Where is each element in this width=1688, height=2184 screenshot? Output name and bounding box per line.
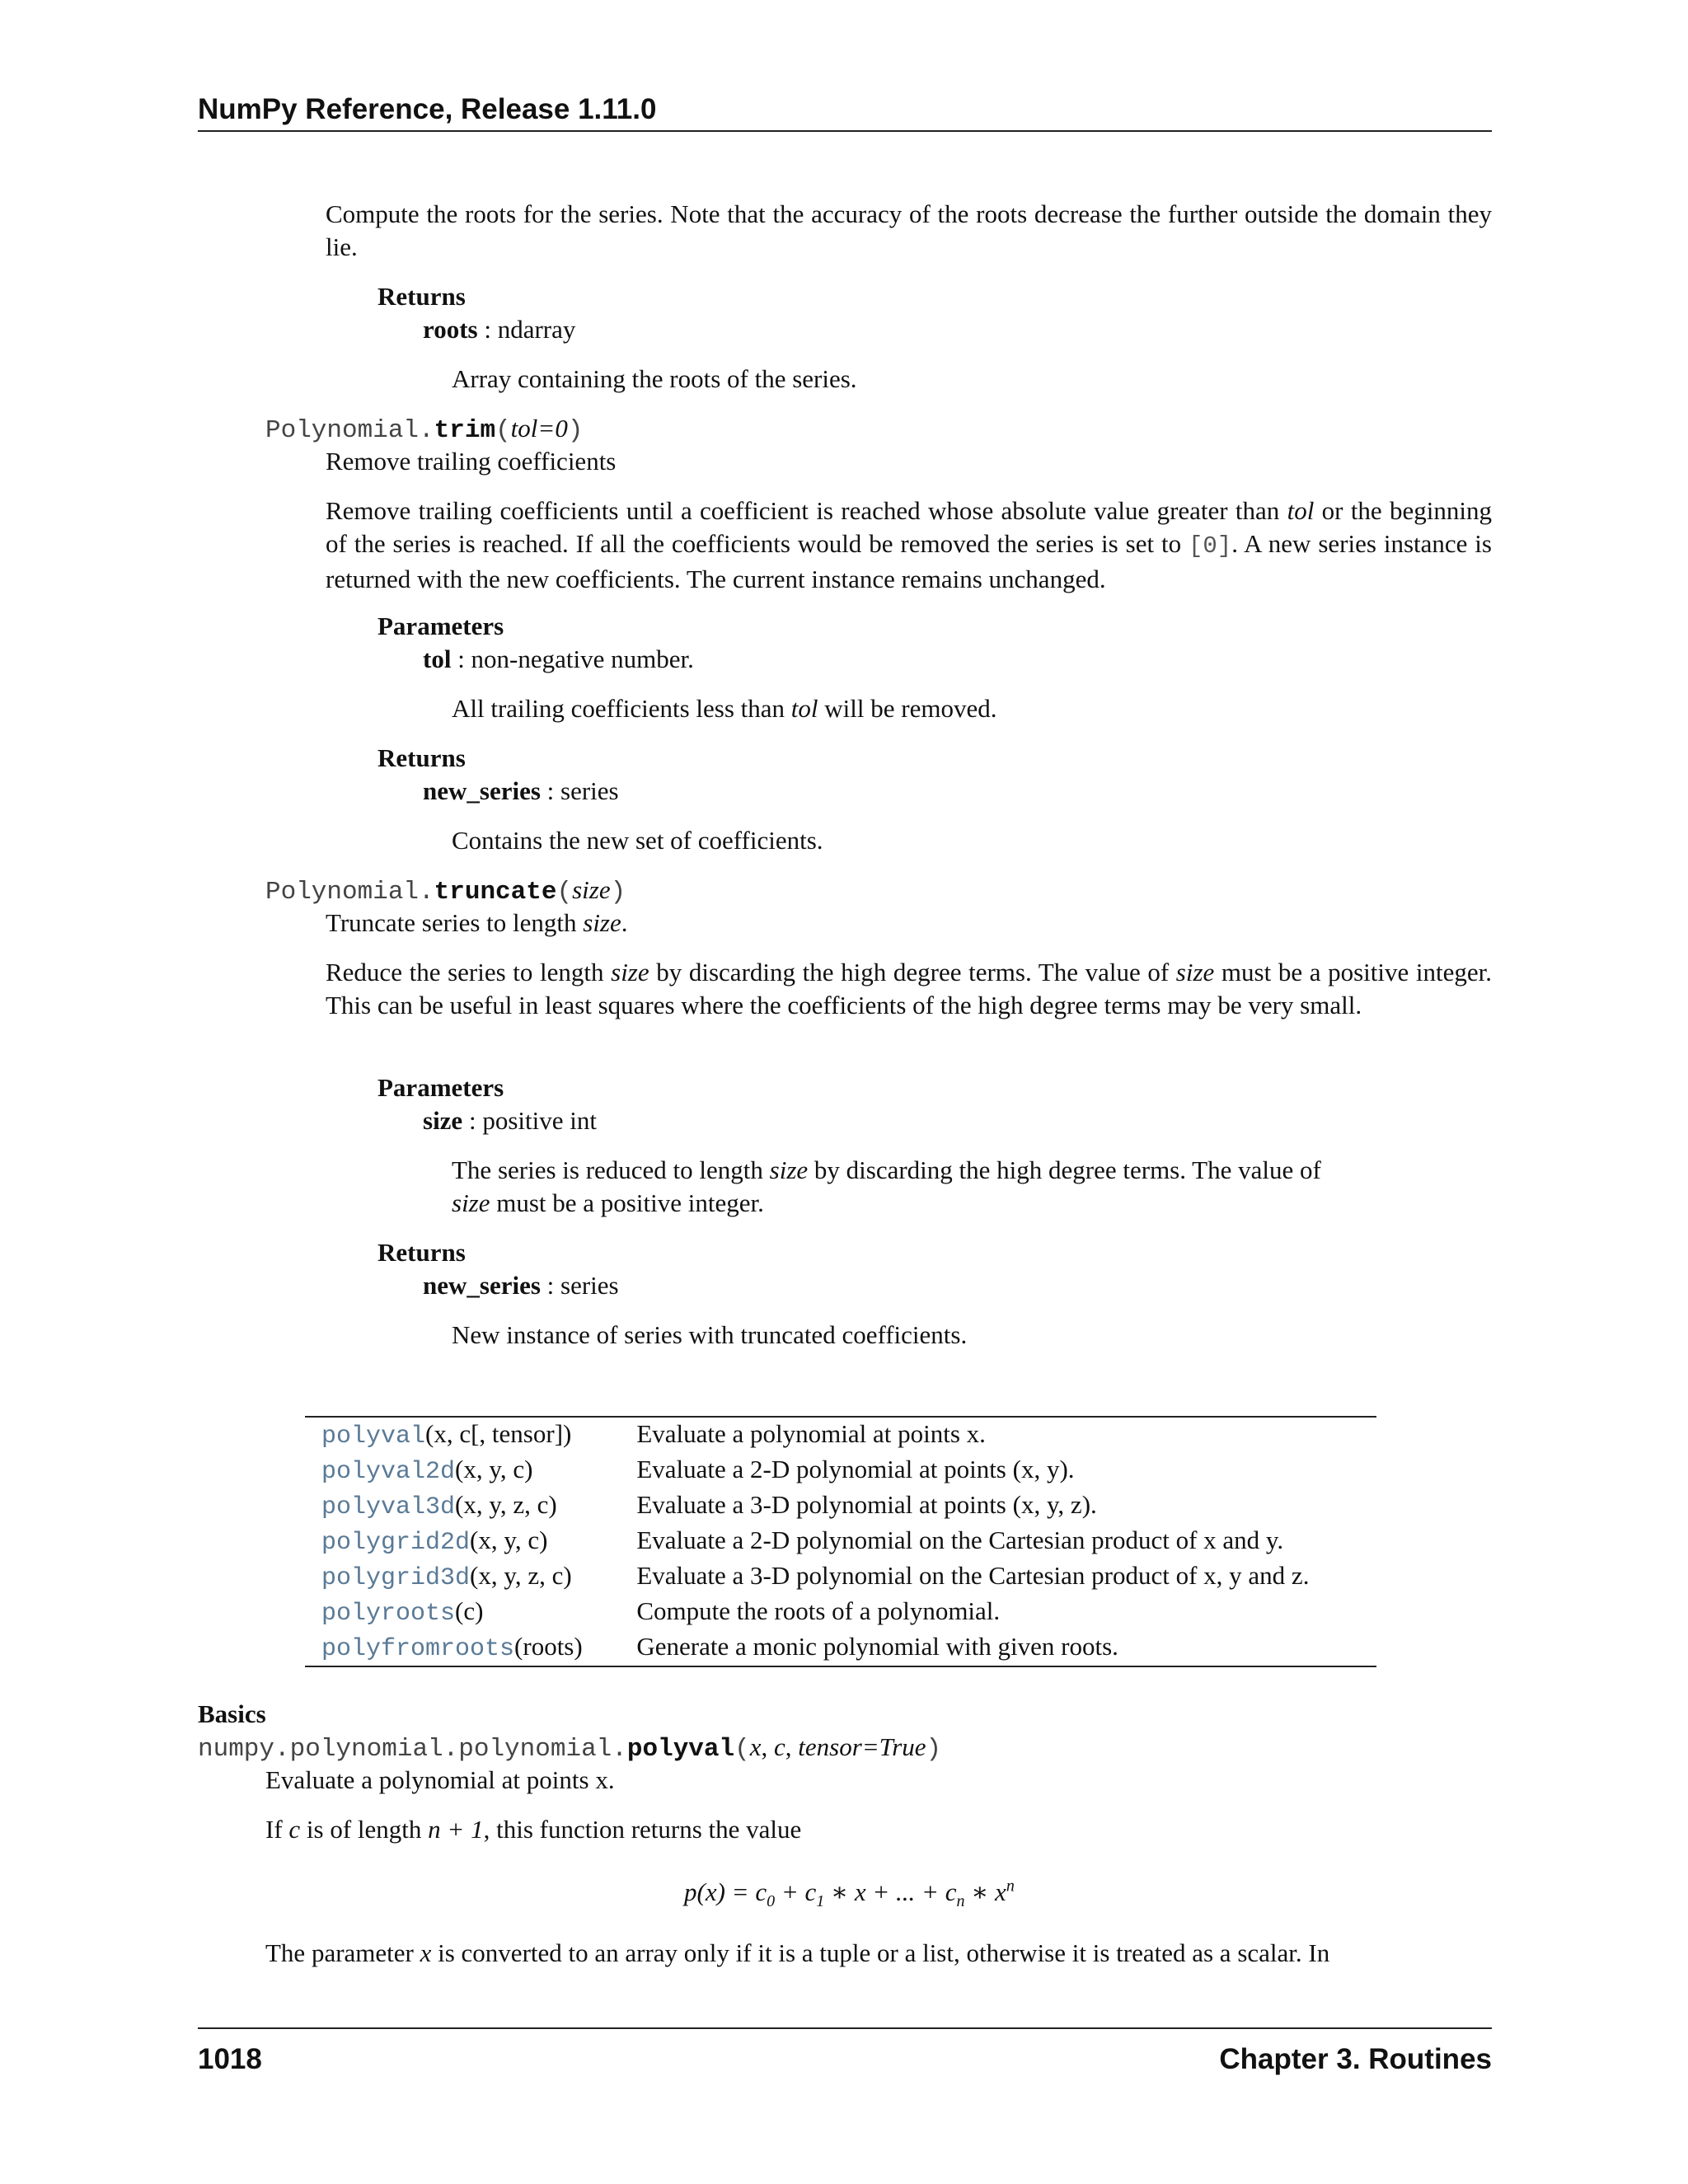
function-description: Evaluate a 3-D polynomial on the Cartesian product of x, y and z. bbox=[636, 1561, 1310, 1590]
function-link[interactable]: polygrid3d bbox=[321, 1564, 471, 1592]
polyval-param-x: x bbox=[420, 1938, 432, 1967]
polyval-summary: Evaluate a polynomial at points x. bbox=[265, 1765, 615, 1794]
trim-sig-name: trim bbox=[434, 416, 496, 445]
truncate-desc-size2: size bbox=[1175, 958, 1215, 987]
function-summary-table bbox=[305, 1416, 1376, 1667]
function-cell bbox=[305, 1559, 620, 1595]
trim-param-desc bbox=[452, 692, 996, 725]
polyval-signature: numpy.polynomial.polynomial.polyval(x, c, tensor=True) bbox=[198, 1732, 942, 1764]
function-cell bbox=[305, 1453, 620, 1488]
truncate-params-label: Parameters bbox=[377, 1073, 504, 1102]
truncate-signature bbox=[265, 874, 626, 909]
trim-desc-part3: . A new series instance is returned with the new coefficients. The current instance remains unchanged. bbox=[326, 529, 1492, 593]
function-args: (x, y, z, c) bbox=[455, 1490, 557, 1519]
truncate-sig-open: ( bbox=[556, 878, 573, 907]
table-row bbox=[305, 1453, 1376, 1488]
trim-param-name: tol bbox=[423, 644, 452, 673]
trim-desc-part2: or the beginning of the series is reached. If all the coefficients would be removed the series is set to bbox=[326, 496, 1492, 558]
trim-param-desc-tol: tol bbox=[790, 694, 818, 723]
table-row bbox=[305, 1488, 1376, 1524]
trim-desc-code: [0] bbox=[1189, 532, 1232, 560]
table-row bbox=[305, 1595, 1376, 1630]
polyval-if-line bbox=[265, 1813, 801, 1846]
truncate-sig-prefix: Polynomial. bbox=[265, 878, 434, 907]
polyval-sig-c: c bbox=[774, 1732, 785, 1761]
polyval-sig-x: x bbox=[749, 1732, 762, 1761]
truncate-param-type: : positive int bbox=[462, 1106, 597, 1135]
function-link[interactable]: polyfromroots bbox=[321, 1635, 515, 1663]
summary-table-body bbox=[305, 1417, 1376, 1666]
polyval-sig-prefix: numpy.polynomial.polynomial. bbox=[198, 1735, 627, 1764]
footer-page-number: 1018 bbox=[198, 2043, 262, 2075]
polyval-param-part2: is converted to an array only if it is a tuple or a list, otherwise it is treated as a scalar. In bbox=[431, 1938, 1330, 1967]
function-description: Generate a monic polynomial with given roots. bbox=[636, 1632, 1118, 1661]
function-args: (x, y, z, c) bbox=[470, 1561, 572, 1590]
trim-desc-tol: tol bbox=[1287, 496, 1315, 525]
trim-param-desc-part2: will be removed. bbox=[818, 694, 997, 723]
function-link[interactable]: polyval bbox=[321, 1422, 426, 1451]
polyval-if-part2: is of length bbox=[300, 1815, 429, 1844]
trim-desc-part1: Remove trailing coefficients until a coefficient is reached whose absolute value greater than bbox=[326, 496, 1287, 525]
truncate-return-name: new_series bbox=[423, 1271, 541, 1300]
truncate-param-entry bbox=[423, 1104, 597, 1137]
table-row bbox=[305, 1417, 1376, 1453]
truncate-summary-part1: Truncate series to length bbox=[326, 908, 584, 937]
function-description: Compute the roots of a polynomial. bbox=[636, 1596, 1001, 1625]
truncate-returns-label: Returns bbox=[377, 1238, 466, 1267]
truncate-param-name: size bbox=[423, 1106, 463, 1135]
truncate-param-desc-l1a: The series is reduced to length bbox=[452, 1155, 770, 1184]
function-args: (x, c[, tensor]) bbox=[425, 1419, 572, 1448]
truncate-return-entry bbox=[423, 1269, 619, 1302]
page-footer bbox=[198, 2027, 1492, 2077]
trim-sig-close: ) bbox=[567, 416, 584, 445]
function-link[interactable]: polygrid2d bbox=[321, 1529, 471, 1557]
truncate-desc-part1: Reduce the series to length bbox=[326, 958, 612, 987]
trim-sig-open: ( bbox=[495, 416, 511, 445]
function-description: Evaluate a 2-D polynomial on the Cartesian product of x and y. bbox=[636, 1526, 1284, 1554]
function-description: Evaluate a polynomial at points x. bbox=[636, 1419, 986, 1448]
trim-param-desc-part1: All trailing coefficients less than bbox=[452, 694, 791, 723]
roots-return-desc: Array containing the roots of the series. bbox=[452, 364, 857, 393]
polyval-formula-text: $p(x) = c_0 + c_1$ ∗ x + ... + $c_n$ ∗ $x^n$ bbox=[684, 1877, 1015, 1911]
truncate-desc-size: size bbox=[611, 958, 649, 987]
truncate-description bbox=[326, 956, 1492, 1022]
polyval-param-line bbox=[265, 1937, 1492, 1970]
polyval-if-part1: If bbox=[265, 1815, 289, 1844]
function-args: (roots) bbox=[514, 1632, 583, 1661]
truncate-param-desc-l2b: must be a positive integer. bbox=[490, 1188, 764, 1217]
truncate-desc-part2: by discarding the high degree terms. The value of bbox=[649, 958, 1176, 987]
polyval-param-part1: The parameter bbox=[265, 1938, 420, 1967]
function-args: (x, y, c) bbox=[455, 1455, 533, 1483]
truncate-summary-part2: . bbox=[621, 908, 628, 937]
trim-param-type: : non-negative number. bbox=[451, 644, 694, 673]
truncate-param-desc-l1b: by discarding the high degree terms. The value of bbox=[808, 1155, 1321, 1184]
polyval-if-n1: n + 1 bbox=[428, 1815, 484, 1844]
trim-sig-prefix: Polynomial. bbox=[265, 416, 434, 445]
truncate-sig-close: ) bbox=[610, 878, 626, 907]
truncate-param-desc-l1-size: size bbox=[769, 1155, 809, 1184]
trim-sig-args: tol=0 bbox=[510, 414, 568, 443]
function-link[interactable]: polyval3d bbox=[321, 1493, 456, 1521]
function-cell bbox=[305, 1417, 620, 1453]
trim-description bbox=[326, 494, 1492, 596]
table-row bbox=[305, 1630, 1376, 1666]
basics-heading: Basics bbox=[198, 1699, 266, 1728]
function-description: Evaluate a 2-D polynomial at points (x, y). bbox=[636, 1455, 1075, 1483]
page-header bbox=[198, 92, 1492, 132]
function-description: Evaluate a 3-D polynomial at points (x, y, z). bbox=[636, 1490, 1097, 1519]
polyval-sig-name: polyval bbox=[626, 1735, 735, 1764]
trim-param-entry bbox=[423, 643, 694, 676]
truncate-param-desc-line2 bbox=[452, 1187, 1424, 1220]
truncate-param-desc bbox=[452, 1154, 1424, 1220]
truncate-summary bbox=[326, 907, 628, 940]
table-row bbox=[305, 1524, 1376, 1559]
trim-params-label: Parameters bbox=[377, 612, 504, 640]
function-cell bbox=[305, 1524, 620, 1559]
trim-signature bbox=[265, 412, 583, 448]
roots-returns-label: Returns bbox=[377, 282, 466, 311]
function-args: (c) bbox=[455, 1596, 484, 1625]
trim-summary: Remove trailing coefficients bbox=[326, 447, 617, 476]
truncate-return-desc: New instance of series with truncated coefficients. bbox=[452, 1320, 968, 1349]
roots-return-entry bbox=[423, 313, 575, 346]
function-cell bbox=[305, 1488, 620, 1524]
roots-return-type: : ndarray bbox=[477, 315, 576, 344]
trim-returns-label: Returns bbox=[377, 743, 466, 772]
truncate-sig-args: size bbox=[572, 875, 611, 904]
function-args: (x, y, c) bbox=[470, 1526, 548, 1554]
polyval-if-c: c bbox=[288, 1815, 301, 1844]
truncate-param-desc-line1 bbox=[452, 1154, 1424, 1187]
truncate-summary-size: size bbox=[583, 908, 621, 937]
footer-chapter: Chapter 3. Routines bbox=[1219, 2043, 1492, 2075]
function-cell bbox=[305, 1595, 620, 1630]
truncate-return-type: : series bbox=[540, 1271, 619, 1300]
header-title: NumPy Reference, Release 1.11.0 bbox=[198, 93, 657, 125]
truncate-sig-name: truncate bbox=[434, 878, 557, 907]
trim-return-desc: Contains the new set of coefficients. bbox=[452, 826, 823, 855]
polyval-sig-close: ) bbox=[926, 1735, 942, 1764]
polyval-sig-open: ( bbox=[734, 1735, 750, 1764]
function-link[interactable]: polyroots bbox=[321, 1600, 456, 1628]
truncate-param-desc-l2-size: size bbox=[452, 1188, 490, 1217]
trim-return-name: new_series bbox=[423, 776, 541, 805]
polyval-formula bbox=[684, 1876, 1015, 1909]
roots-return-name: roots bbox=[423, 315, 478, 344]
polyval-sig-tensor: tensor=True bbox=[798, 1732, 926, 1761]
roots-description: Compute the roots for the series. Note that the accuracy of the roots decrease the further outside the domain they lie. bbox=[326, 199, 1492, 261]
trim-return-type: : series bbox=[540, 776, 619, 805]
truncate-desc-part3: must be a positive integer. This can be useful in least squares where the coefficients of the high degree terms may be very small. bbox=[326, 958, 1492, 1019]
polyval-if-part3: , this function returns the value bbox=[483, 1815, 802, 1844]
table-row bbox=[305, 1559, 1376, 1595]
trim-return-entry bbox=[423, 775, 619, 808]
function-link[interactable]: polyval2d bbox=[321, 1458, 456, 1486]
function-cell bbox=[305, 1630, 620, 1666]
